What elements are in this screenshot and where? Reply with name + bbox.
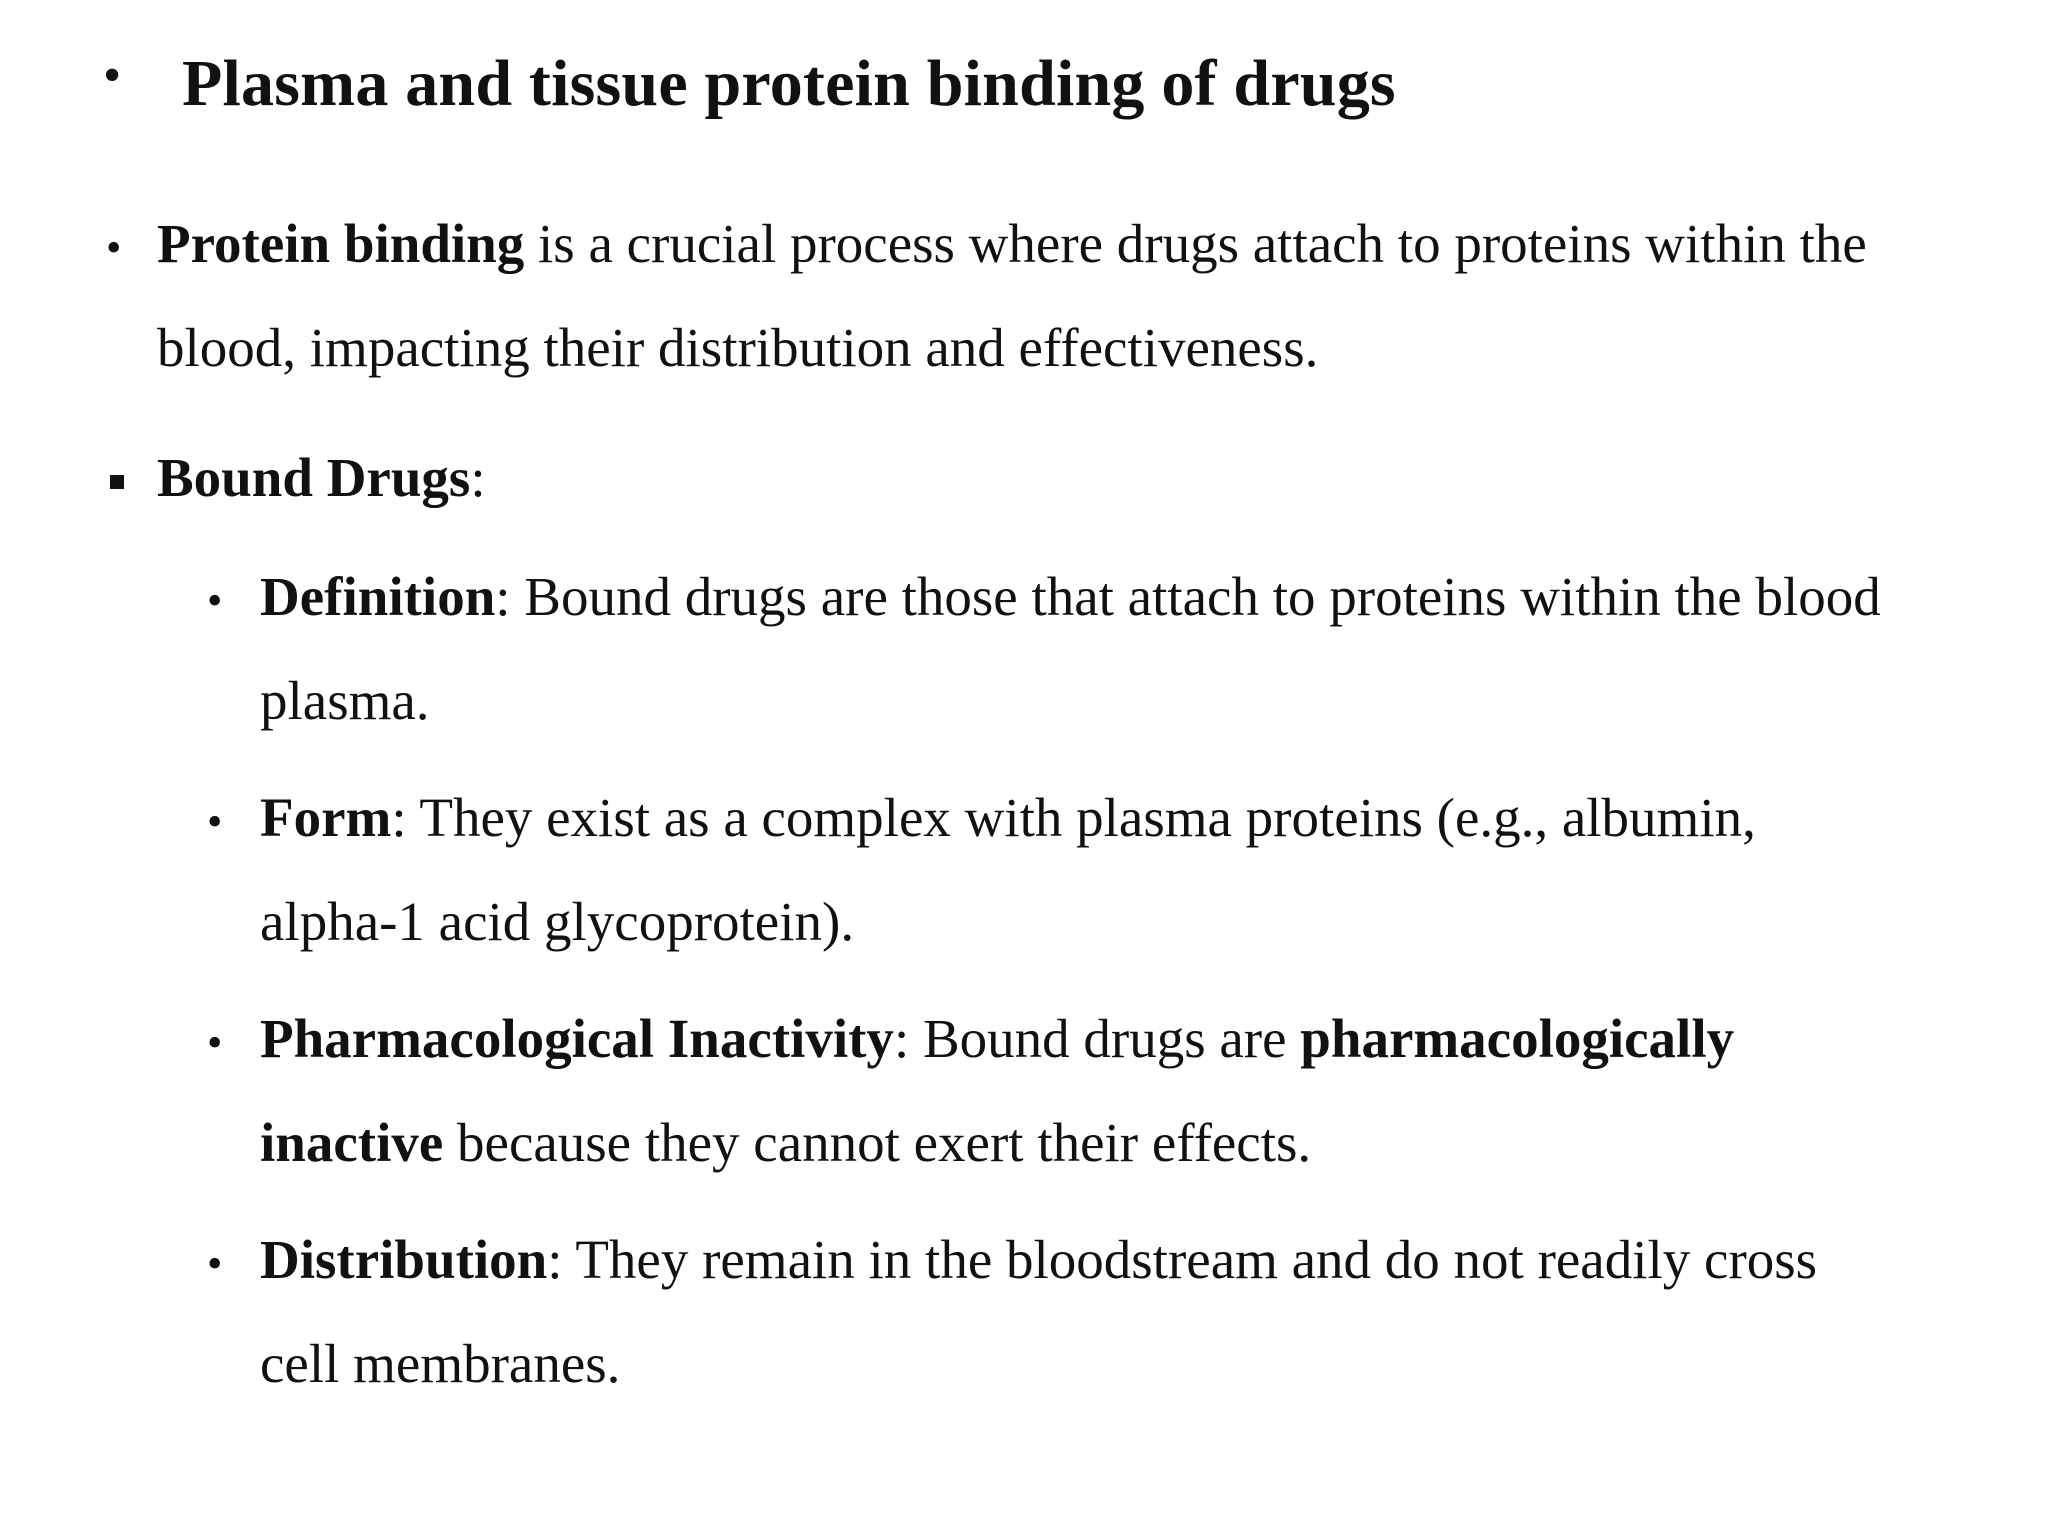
bullet-icon: • xyxy=(207,797,223,846)
distribution-term: Distribution xyxy=(260,1229,548,1290)
inactivity-rest: because they cannot exert their effects. xyxy=(443,1112,1312,1173)
bullet-icon: • xyxy=(103,47,122,104)
distribution-text xyxy=(260,1228,1817,1291)
definition-rest: : Bound drugs are those that attach to proteins within the blood xyxy=(495,566,1881,627)
bound-drugs-term: Bound Drugs xyxy=(157,447,471,508)
intro-text-cont: blood, impacting their distribution and effectiveness. xyxy=(157,317,1319,378)
bound-drugs-suffix: : xyxy=(470,447,486,508)
distribution-rest: : They remain in the bloodstream and do not readily cross xyxy=(547,1229,1818,1290)
intro-term: Protein binding xyxy=(157,213,525,274)
page-title: Plasma and tissue protein binding of drugs xyxy=(182,47,1396,120)
bullet-icon: • xyxy=(207,1239,223,1288)
form-text xyxy=(260,786,1756,849)
square-bullet-icon xyxy=(110,475,124,489)
definition-text-cont: plasma. xyxy=(260,670,430,731)
inactivity-text xyxy=(260,1007,1734,1070)
inactivity-term: Pharmacological Inactivity xyxy=(260,1008,894,1069)
inactivity-bold: pharmacologically xyxy=(1300,1008,1735,1069)
definition-term: Definition xyxy=(260,566,496,627)
intro-text-rest: is a crucial process where drugs attach to proteins within the xyxy=(524,213,1867,274)
form-term: Form xyxy=(260,787,392,848)
inactivity-text-cont xyxy=(260,1111,1311,1174)
distribution-text-cont: cell membranes. xyxy=(260,1333,621,1394)
bullet-icon: • xyxy=(207,1018,223,1067)
form-rest: : They exist as a complex with plasma proteins (e.g., albumin, xyxy=(391,787,1756,848)
definition-text xyxy=(260,565,1881,628)
bullet-icon: • xyxy=(106,223,122,272)
inactivity-mid: : Bound drugs are xyxy=(893,1008,1301,1069)
intro-text xyxy=(157,212,1867,275)
bullet-icon: • xyxy=(207,576,223,625)
bound-drugs-heading-text xyxy=(157,446,486,509)
form-text-cont: alpha-1 acid glycoprotein). xyxy=(260,891,855,952)
inactivity-bold-cont: inactive xyxy=(260,1112,444,1173)
